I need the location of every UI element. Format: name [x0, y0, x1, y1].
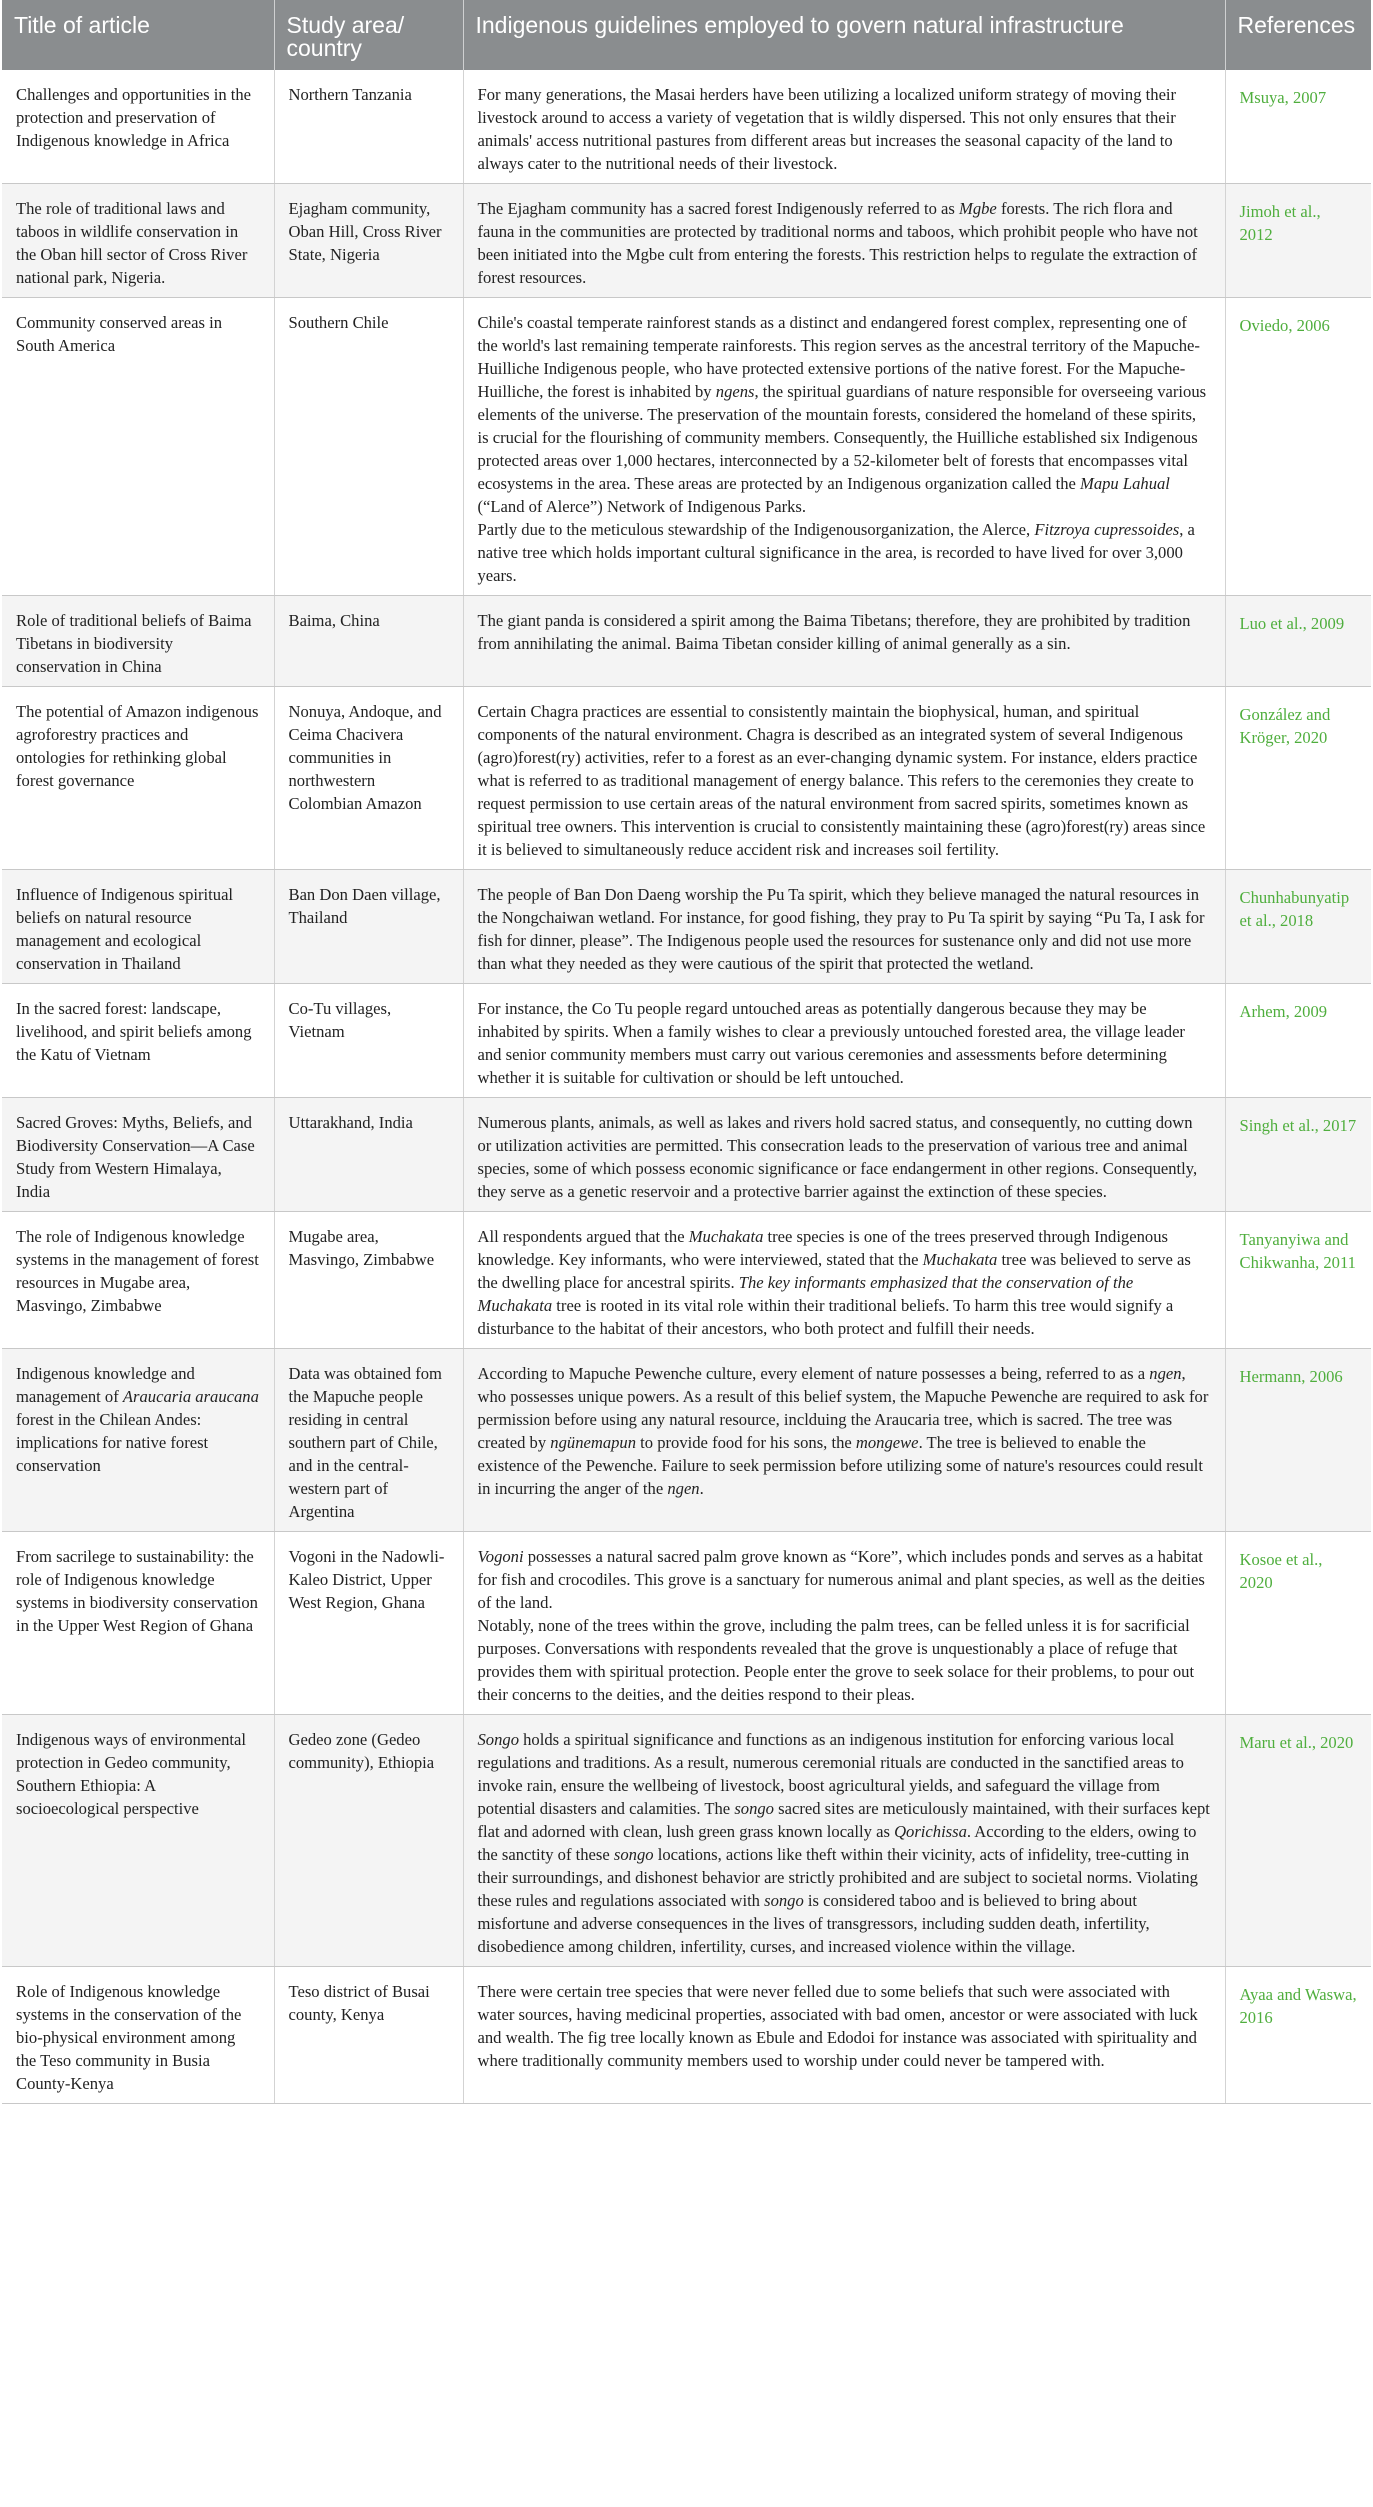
guideline-cell: According to Mapuche Pewenche culture, every element of nature possesses a being, referred to as a ngen, who possesses unique powers. As a result of this belief system, the Mapuche Pewenche are required to ask for permission before using any natural resource, inclduing the Araucaria tree, which is sacred. The tree was created by ngünemapun to provide food for his sons, the mongewe. The tree is believed to enable the existence of the Pewenche. Failure to seek permission before utilizing some of nature's resources could result in incurring the anger of the ngen.: [463, 1349, 1225, 1532]
study-area-cell: Northern Tanzania: [274, 70, 463, 184]
italic-term: songo: [734, 1799, 774, 1818]
study-area-cell: Nonuya, Andoque, and Ceima Chacivera communities in northwestern Colombian Amazon: [274, 687, 463, 870]
article-title-cell: Challenges and opportunities in the protection and preservation of Indigenous knowledge in Africa: [2, 70, 274, 184]
reference-link[interactable]: Singh et al., 2017: [1225, 1098, 1371, 1212]
study-area-cell: Uttarakhand, India: [274, 1098, 463, 1212]
header-title: Title of article: [2, 0, 274, 70]
guideline-cell: Vogoni possesses a natural sacred palm grove known as “Kore”, which includes ponds and serves as a habitat for fish and crocodiles. This grove is a sanctuary for numerous animal and plant species, as well as the deities of the land. Notably, none of the trees within the grove, including the palm trees, can be felled unless it is for sacrificial purposes. Conversations with respondents revealed that the grove is unquestionably a place of refuge that provides them with spiritual protection. People enter the grove to seek solace for their problems, to pour out their concerns to the deities, and the deities respond to their pleas.: [463, 1532, 1225, 1715]
italic-term: ngen: [667, 1479, 700, 1498]
reference-link[interactable]: Arhem, 2009: [1225, 984, 1371, 1098]
table-row: [2, 596, 1371, 687]
table-row: [2, 1967, 1371, 2104]
table-body: [2, 70, 1371, 2104]
italic-term: songo: [764, 1891, 804, 1910]
guideline-cell: The Ejagham community has a sacred forest Indigenously referred to as Mgbe forests. The rich flora and fauna in the communities are protected by traditional norms and taboos, which prohibit people who have not been initiated into the Mgbe cult from entering the forests. This restriction helps to regulate the extraction of forest resources.: [463, 184, 1225, 298]
study-area-cell: Southern Chile: [274, 298, 463, 596]
reference-link[interactable]: Chunhabunyatip et al., 2018: [1225, 870, 1371, 984]
italic-term: Vogoni: [477, 1547, 524, 1566]
table-row: [2, 184, 1371, 298]
study-area-cell: Mugabe area, Masvingo, Zimbabwe: [274, 1212, 463, 1349]
study-area-cell: Ban Don Daen village, Thailand: [274, 870, 463, 984]
italic-term: Mgbe: [959, 199, 997, 218]
italic-term: Mapu Lahual: [1080, 474, 1170, 493]
study-area-cell: Vogoni in the Nadowli- Kaleo District, Upper West Region, Ghana: [274, 1532, 463, 1715]
article-title-cell: Sacred Groves: Myths, Beliefs, and Biodiversity Conservation—A Case Study from Western Himalaya, India: [2, 1098, 274, 1212]
literature-table: [2, 0, 1371, 2104]
italic-term: Muchakata: [922, 1250, 998, 1269]
reference-link[interactable]: González and Kröger, 2020: [1225, 687, 1371, 870]
italic-term: Songo: [477, 1730, 519, 1749]
study-area-cell: Teso district of Busai county, Kenya: [274, 1967, 463, 2104]
study-area-cell: Data was obtained fom the Mapuche people residing in central southern part of Chile, and in the central- western part of Argentina: [274, 1349, 463, 1532]
article-title-cell: Influence of Indigenous spiritual beliefs on natural resource management and ecological conservation in Thailand: [2, 870, 274, 984]
reference-link[interactable]: Hermann, 2006: [1225, 1349, 1371, 1532]
table-row: [2, 1532, 1371, 1715]
guideline-cell: For instance, the Co Tu people regard untouched areas as potentially dangerous because they may be inhabited by spirits. When a family wishes to clear a previously untouched forested area, the village leader and senior community members must carry out various ceremonies and assessments before determining whether it is suitable for cultivation or should be left untouched.: [463, 984, 1225, 1098]
article-title-cell: Community conserved areas in South America: [2, 298, 274, 596]
table-row: [2, 1715, 1371, 1967]
italic-term: mongewe: [855, 1433, 919, 1452]
study-area-cell: Gedeo zone (Gedeo community), Ethiopia: [274, 1715, 463, 1967]
guideline-cell: Songo holds a spiritual significance and functions as an indigenous institution for enforcing various local regulations and traditions. As a result, numerous ceremonial rituals are conducted in the sanctified areas to invoke rain, ensure the wellbeing of livestock, boost agricultural yields, and safeguard the village from potential disasters and calamities. The songo sacred sites are meticulously maintained, with their surfaces kept flat and adorned with clean, lush green grass known locally as Qorichissa. According to the elders, owing to the sanctity of these songo locations, actions like theft within their vicinity, acts of infidelity, tree-cutting in their surroundings, and dishonest behavior are strictly prohibited and are subject to societal norms. Violating these rules and regulations associated with songo is considered taboo and is believed to bring about misfortune and adverse consequences in the lives of transgressors, including sudden death, infertility, disobedience among children, infertility, curses, and increased violence within the village.: [463, 1715, 1225, 1967]
study-area-cell: Baima, China: [274, 596, 463, 687]
table-row: [2, 1098, 1371, 1212]
italic-term: Qorichissa: [894, 1822, 967, 1841]
header-study-area: Study area/ country: [274, 0, 463, 70]
reference-link[interactable]: Luo et al., 2009: [1225, 596, 1371, 687]
table-row: [2, 870, 1371, 984]
guideline-cell: For many generations, the Masai herders have been utilizing a localized uniform strategy of moving their livestock around to access a variety of vegetation that is wildly dispersed. This not only ensures that their animals' access nutritional pastures from different areas but increases the seasonal capacity of the land to always cater to the nutritional needs of their livestock.: [463, 70, 1225, 184]
article-title-cell: Role of Indigenous knowledge systems in the conservation of the bio-physical environment among the Teso community in Busia County-Kenya: [2, 1967, 274, 2104]
guideline-cell: All respondents argued that the Muchakata tree species is one of the trees preserved through Indigenous knowledge. Key informants, who were interviewed, stated that the Muchakata tree was believed to serve as the dwelling place for ancestral spirits. The key informants emphasized that the conservation of the Muchakata tree is rooted in its vital role within their traditional beliefs. To harm this tree would signify a disturbance to the habitat of their ancestors, who both protect and fulfill their needs.: [463, 1212, 1225, 1349]
italic-term: Araucaria araucana: [122, 1387, 259, 1406]
article-title-cell: The potential of Amazon indigenous agroforestry practices and ontologies for rethinking global forest governance: [2, 687, 274, 870]
table-header-row: [2, 0, 1371, 70]
article-title-cell: The role of traditional laws and taboos in wildlife conservation in the Oban hill sector of Cross River national park, Nigeria.: [2, 184, 274, 298]
reference-link[interactable]: Kosoe et al., 2020: [1225, 1532, 1371, 1715]
italic-term: songo: [613, 1845, 654, 1864]
reference-link[interactable]: Tanyanyiwa and Chikwanha, 2011: [1225, 1212, 1371, 1349]
guideline-cell: The people of Ban Don Daeng worship the Pu Ta spirit, which they believe managed the natural resources in the Nongchaiwan wetland. For instance, for good fishing, they pray to Pu Ta spirit by saying “Pu Ta, I ask for fish for dinner, please”. The Indigenous people used the resources for sustenance only and did not use more than what they needed as they were cautious of the spirit that protected the wetland.: [463, 870, 1225, 984]
article-title-cell: From sacrilege to sustainability: the role of Indigenous knowledge systems in biodiversity conservation in the Upper West Region of Ghana: [2, 1532, 274, 1715]
article-title-cell: Indigenous knowledge and management of Araucaria araucana forest in the Chilean Andes: implications for native forest conservation: [2, 1349, 274, 1532]
guideline-cell: The giant panda is considered a spirit among the Baima Tibetans; therefore, they are prohibited by tradition from annihilating the animal. Baima Tibetan consider killing of animal generally as a sin.: [463, 596, 1225, 687]
header-guidelines: Indigenous guidelines employed to govern natural infrastructure: [463, 0, 1225, 70]
italic-term: The key informants emphasized that the conservation of the Muchakata: [477, 1273, 1134, 1315]
study-area-cell: Co-Tu villages, Vietnam: [274, 984, 463, 1098]
table-row: [2, 70, 1371, 184]
reference-link[interactable]: Oviedo, 2006: [1225, 298, 1371, 596]
italic-term: ngünemapun: [550, 1433, 637, 1452]
italic-term: ngen: [1149, 1364, 1182, 1383]
article-title-cell: The role of Indigenous knowledge systems in the management of forest resources in Mugabe area, Masvingo, Zimbabwe: [2, 1212, 274, 1349]
article-title-cell: Indigenous ways of environmental protection in Gedeo community, Southern Ethiopia: A socioecological perspective: [2, 1715, 274, 1967]
article-title-cell: In the sacred forest: landscape, livelihood, and spirit beliefs among the Katu of Vietnam: [2, 984, 274, 1098]
guideline-cell: Certain Chagra practices are essential to consistently maintain the biophysical, human, and spiritual components of the natural environment. Chagra is described as an integrated system of several Indigenous (agro)forest(ry) activities, refer to a forest as an ever-changing dynamic system. For instance, elders practice what is referred to as traditional management of energy balance. This refers to the ceremonies they create to request permission to use certain areas of the natural environment from sacred spirits, sometimes known as spiritual tree owners. This intervention is crucial to consistently maintaining these (agro)forest(ry) areas since it is believed to simultaneously reduce accident risk and increases soil fertility.: [463, 687, 1225, 870]
reference-link[interactable]: Maru et al., 2020: [1225, 1715, 1371, 1967]
table-row: [2, 1212, 1371, 1349]
table-row: [2, 687, 1371, 870]
article-title-cell: Role of traditional beliefs of Baima Tibetans in biodiversity conservation in China: [2, 596, 274, 687]
reference-link[interactable]: Jimoh et al., 2012: [1225, 184, 1371, 298]
guideline-cell: Numerous plants, animals, as well as lakes and rivers hold sacred status, and consequently, no cutting down or utilization activities are permitted. This consecration leads to the preservation of various tree and animal species, some of which possess economic significance or face endangerment in other regions. Consequently, they serve as a genetic reservoir and a protective barrier against the extinction of these species.: [463, 1098, 1225, 1212]
study-area-cell: Ejagham community, Oban Hill, Cross River State, Nigeria: [274, 184, 463, 298]
table-row: [2, 1349, 1371, 1532]
italic-term: Muchakata: [688, 1227, 764, 1246]
italic-term: ngens: [715, 382, 755, 401]
guideline-cell: There were certain tree species that were never felled due to some beliefs that such were associated with water sources, having medicinal properties, associated with bad omen, ancestor or were associated with luck and wealth. The fig tree locally known as Ebule and Edodoi for instance was associated with spirituality and where traditionally community members used to worship under could never be tampered with.: [463, 1967, 1225, 2104]
reference-link[interactable]: Msuya, 2007: [1225, 70, 1371, 184]
table-row: [2, 984, 1371, 1098]
reference-link[interactable]: Ayaa and Waswa, 2016: [1225, 1967, 1371, 2104]
header-references: References: [1225, 0, 1371, 70]
guideline-cell: Chile's coastal temperate rainforest stands as a distinct and endangered forest complex, representing one of the world's last remaining temperate rainforests. This region serves as the ancestral territory of the Mapuche-Huilliche Indigenous people, who have protected extensive portions of the native forest. For the Mapuche-Huilliche, the forest is inhabited by ngens, the spiritual guardians of nature responsible for overseeing various elements of the universe. The preservation of the mountain forests, considered the homeland of these spirits, is crucial for the flourishing of community members. Consequently, the Huilliche established six Indigenous protected areas over 1,000 hectares, interconnected by a 52-kilometer belt of forests that encompasses vital ecosystems in the area. These areas are protected by an Indigenous organization called the Mapu Lahual (“Land of Alerce”) Network of Indigenous Parks. Partly due to the meticulous stewardship of the Indigenousorganization, the Alerce, Fitzroya cupressoides, a native tree which holds important cultural significance in the area, is recorded to have lived for over 3,000 years.: [463, 298, 1225, 596]
table-row: [2, 298, 1371, 596]
italic-term: Fitzroya cupressoides: [1034, 520, 1180, 539]
